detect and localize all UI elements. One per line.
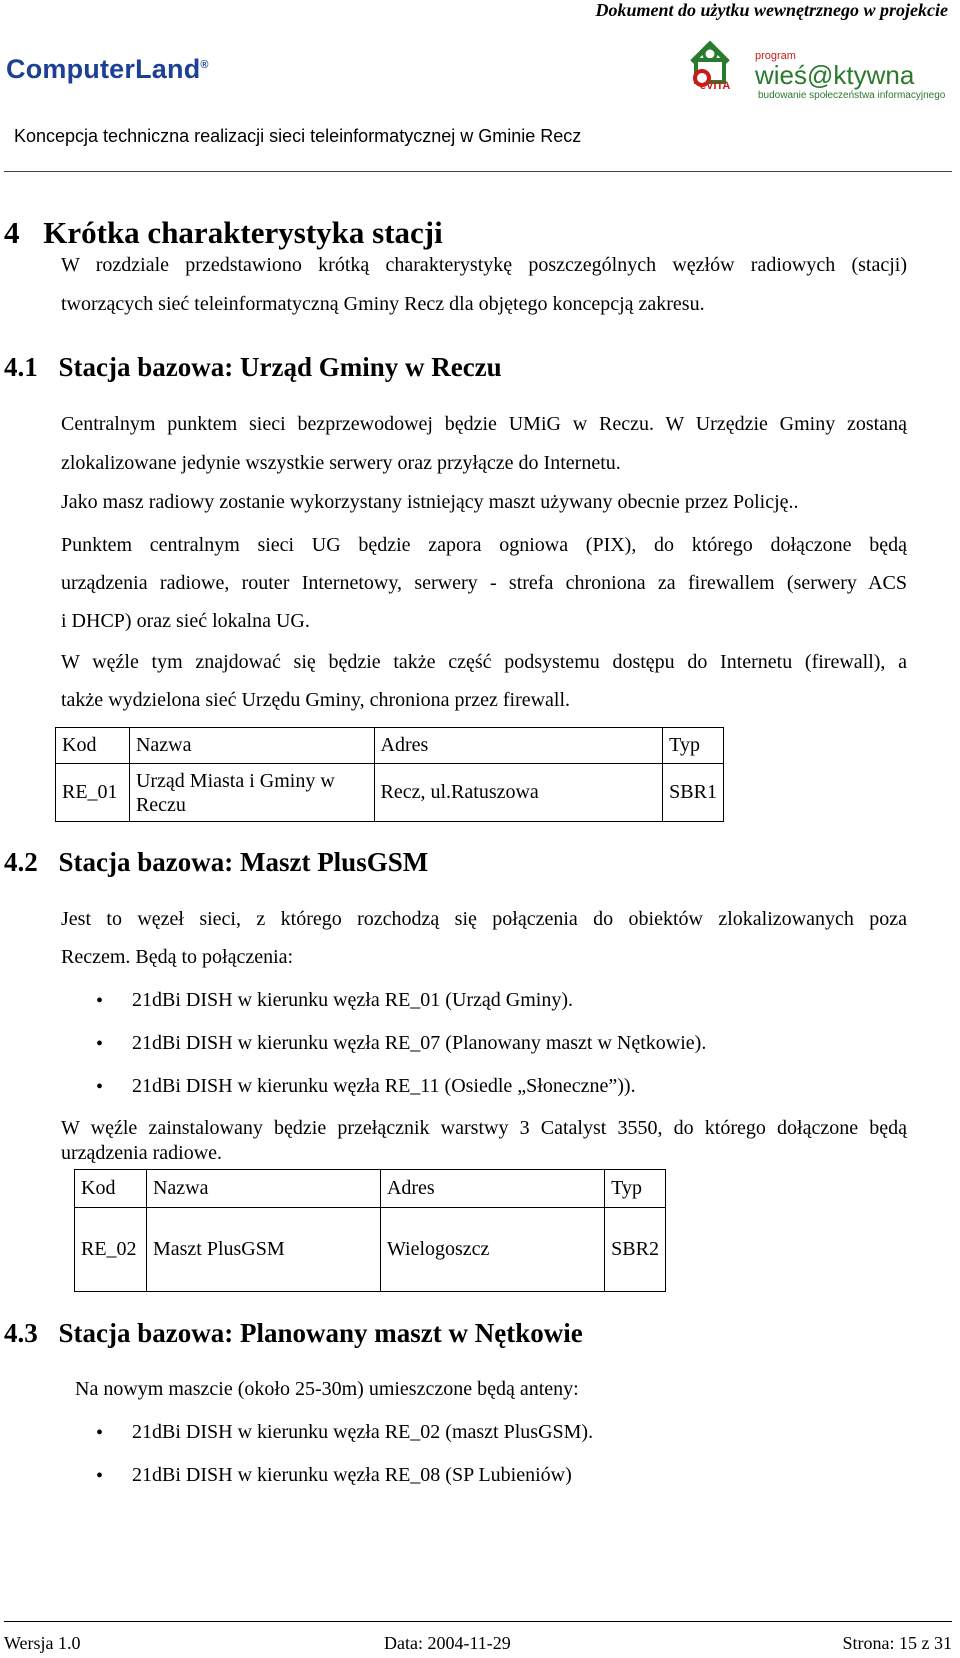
section-number: 4.1 — [4, 352, 38, 382]
section-4-intro-line2: tworzących sieć teleinformatyczną Gminy Recz dla objętego koncepcją zakresu. — [61, 293, 705, 315]
table-header-cell: Adres — [374, 728, 663, 764]
header-divider — [4, 171, 952, 172]
document-subtitle: Koncepcja techniczna realizacji sieci teleinformatycznej w Gminie Recz — [14, 126, 582, 146]
table-header-cell: Kod — [75, 1170, 147, 1208]
section-number: 4.2 — [4, 847, 38, 877]
table-row — [75, 1208, 666, 1292]
section-4-intro-line1: W rozdziale przedstawiono krótką charakterystykę poszczególnych węzłów radiowych (stacji) — [61, 254, 907, 276]
footer-version: Wersja 1.0 — [4, 1633, 81, 1653]
section-number: 4.3 — [4, 1318, 38, 1348]
section-title: Stacja bazowa: Urząd Gminy w Reczu — [58, 352, 502, 382]
program-name: wieś@ktywna — [755, 60, 915, 90]
section-41-p3-line3: i DHCP) oraz sieć lokalna UG. — [61, 610, 310, 632]
table-header-cell: Typ — [605, 1170, 666, 1208]
table-cell: SBR2 — [605, 1208, 666, 1292]
wies-aktywna-logo — [680, 32, 948, 102]
section-42-p2-line1: W węźle zainstalowany będzie przełącznik warstwy 3 Catalyst 3550, do którego dołączone będą — [61, 1117, 907, 1139]
table-header-cell: Nazwa — [146, 1170, 380, 1208]
table-cell: Urząd Miasta i Gminy w Reczu — [129, 764, 374, 822]
section-41-p2: Jako masz radiowy zostanie wykorzystany istniejący maszt używany obecnie przez Policję.. — [61, 491, 799, 513]
section-41-heading — [4, 352, 502, 383]
section-42-heading — [4, 847, 428, 878]
table-header-row — [56, 728, 724, 764]
list-item: 21dBi DISH w kierunku węzła RE_07 (Planowany maszt w Nętkowie). — [132, 1032, 707, 1054]
table-header-cell: Typ — [663, 728, 724, 764]
section-4-heading — [4, 215, 443, 251]
table-row — [56, 764, 724, 822]
program-label: program — [755, 50, 796, 62]
section-42-p1-line1: Jest to węzeł sieci, z którego rozchodzą się połączenia do obiektów zlokalizowanych poza — [61, 908, 907, 930]
station-table-re01 — [55, 727, 724, 822]
section-41-p3-line1: Punktem centralnym sieci UG będzie zapora ogniowa (PIX), do którego dołączone będą — [61, 534, 907, 556]
section-41-p3-line2: urządzenia radiowe, router Internetowy, serwery - strefa chroniona za firewallem (serwery ACS — [61, 572, 907, 594]
table-cell: Wielogoszcz — [380, 1208, 604, 1292]
section-43-p1: Na nowym maszcie (około 25-30m) umieszczone będą anteny: — [75, 1378, 579, 1400]
section-41-p1-line2: zlokalizowane jedynie wszystkie serwery oraz przyłącze do Internetu. — [61, 452, 621, 474]
bullet-icon: • — [96, 990, 104, 1012]
bullet-icon: • — [96, 1465, 104, 1487]
table-header-row — [75, 1170, 666, 1208]
table-header-cell: Nazwa — [129, 728, 374, 764]
section-42-p2-line2: urządzenia radiowe. — [61, 1142, 223, 1164]
list-item: 21dBi DISH w kierunku węzła RE_08 (SP Lubieniów) — [132, 1464, 572, 1486]
station-table-re02 — [74, 1169, 666, 1292]
section-41-p1-line1: Centralnym punktem sieci bezprzewodowej będzie UMiG w Reczu. W Urzędzie Gminy zostaną — [61, 413, 907, 435]
list-item: 21dBi DISH w kierunku węzła RE_11 (Osiedle „Słoneczne”)). — [132, 1075, 636, 1097]
section-title: Stacja bazowa: Planowany maszt w Nętkowie — [58, 1318, 583, 1348]
bullet-icon: • — [96, 1422, 104, 1444]
section-43-heading — [4, 1318, 583, 1349]
section-number: 4 — [4, 215, 20, 250]
footer-page-number: Strona: 15 z 31 — [842, 1633, 952, 1653]
table-cell: SBR1 — [663, 764, 724, 822]
section-title: Stacja bazowa: Maszt PlusGSM — [58, 847, 429, 877]
computerland-logo-text: ComputerLand — [6, 54, 201, 84]
table-header-cell: Kod — [56, 728, 130, 764]
top-note: Dokument do użytku wewnętrznego w projekcie — [595, 0, 948, 20]
table-cell: Recz, ul.Ratuszowa — [374, 764, 663, 822]
bullet-icon: • — [96, 1033, 104, 1055]
table-cell: Maszt PlusGSM — [146, 1208, 380, 1292]
evita-label: eVITA — [700, 80, 731, 92]
section-42-p1-line2: Reczem. Będą to połączenia: — [61, 946, 294, 968]
table-cell: RE_02 — [75, 1208, 147, 1292]
list-item: 21dBi DISH w kierunku węzła RE_01 (Urząd Gminy). — [132, 989, 574, 1011]
footer-divider — [4, 1621, 952, 1622]
section-41-p4-line1: W węźle tym znajdować się będzie także część podsystemu dostępu do Internetu (firewall), a — [61, 651, 907, 673]
computerland-logo — [6, 54, 209, 85]
footer-date: Data: 2004-11-29 — [384, 1633, 511, 1653]
list-item: 21dBi DISH w kierunku węzła RE_02 (maszt PlusGSM). — [132, 1421, 594, 1443]
section-41-p4-line2: także wydzielona sieć Urzędu Gminy, chroniona przez firewall. — [61, 689, 571, 711]
table-header-cell: Adres — [380, 1170, 604, 1208]
table-cell: RE_01 — [56, 764, 130, 822]
program-tagline: budowanie społeczeństwa informacyjnego — [758, 90, 946, 101]
bullet-icon: • — [96, 1076, 104, 1098]
registered-mark: ® — [200, 59, 209, 71]
section-title: Krótka charakterystyka stacji — [43, 215, 443, 250]
